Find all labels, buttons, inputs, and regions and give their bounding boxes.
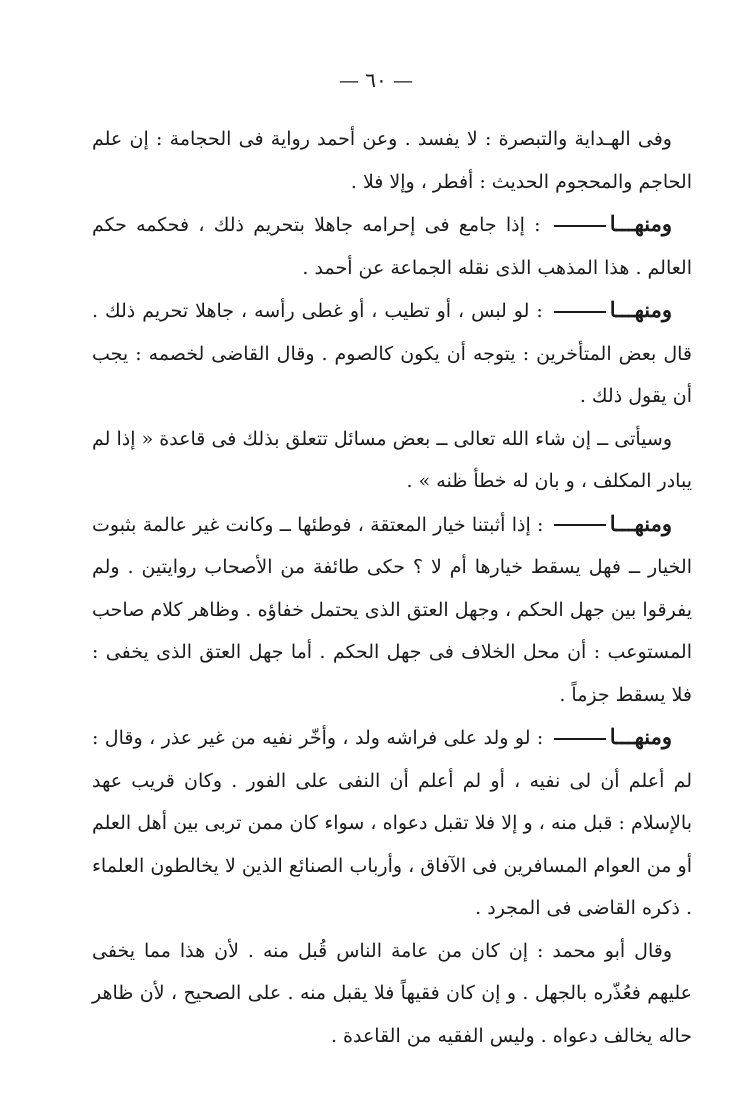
paragraph-6 <box>92 716 692 930</box>
paragraph-text: : لو لبس ، أو تطيب ، أو غطى رأسه ، جاهلا تحريم ذلك . قال بعض المتأخرين : يتوجه أن يكون كالصوم . وقال القاضى لخصمه : يجب أن يقول ذلك . <box>92 300 692 407</box>
paragraph-2 <box>92 203 692 289</box>
paragraph-text: : إذا جامع فى إحرامه جاهلا بتحريم ذلك ، فحكمه حكم العالم . هذا المذهب الذى نقله الجماعة عن أحمد . <box>92 214 692 279</box>
paragraph-7 <box>92 930 692 1058</box>
section-lead: ومنهـــا <box>550 511 672 536</box>
paragraph-4 <box>92 418 692 503</box>
paragraph-3 <box>92 289 692 418</box>
paragraph-text: : لو ولد على فراشه ولد ، وأخّر نفيه من غير عذر ، وقال : لم أعلم أن لى نفيه ، أو لم أعلم أن النفى على الفور . وكان قريب عهد بالإسلام : قبل منه ، و إلا فلا تقبل دعواه ، سواء كان ممن تربى بين أهل العلم أو من العوام المسافرين فى الآفاق ، وأرباب الصنائع الذين لا يخالطون العلماء . ذكره القاضى فى المجرد . <box>92 727 692 919</box>
paragraph-text: وقال أبو محمد : إن كان من عامة الناس قُبل منه . لأن هذا مما يخفى عليهم فعُذّره بالجهل . و إن كان فقيهاً فلا يقبل منه . على الصحيح ، لأن ظاهر حاله يخالف دعواه . وليس الفقيه من القاعدة . <box>92 939 692 1047</box>
paragraph-text: وسيأتى ــ إن شاء الله تعالى ــ بعض مسائل تتعلق بذلك فى قاعدة « إذا لم يبادر المكلف ، و بان له خطأ ظنه » . <box>92 427 692 492</box>
section-lead: ومنهـــا <box>550 724 672 749</box>
page-body <box>92 118 692 1057</box>
paragraph-text: : إذا أثبتنا خيار المعتقة ، فوطئها ــ وكانت غير عالمة بثبوت الخيار ــ فهل يسقط خيارها أم لا ؟ حكى طائفة من الأصحاب روايتين . ولم يفرقوا بين جهل الحكم ، وجهل العتق الذى يحتمل خفاؤه . وظاهر كلام صاحب المستوعب : أن محل الخلاف فى جهل الحكم . أما جهل العتق الذى يخفى : فلا يسقط جزماً . <box>92 513 692 706</box>
section-lead: ومنهـــا <box>550 297 672 322</box>
paragraph-1 <box>92 118 692 203</box>
paragraph-text: وفى الهـداية والتبصرة : لا يفسد . وعن أحمد رواية فى الحجامة : إن علم الحاجم والمحجوم الحديث : أفطر ، وإلا فلا . <box>92 128 692 193</box>
page-number: — ٦٠ — <box>338 68 414 92</box>
paragraph-5 <box>92 503 692 717</box>
section-lead: ومنهـــا <box>550 211 672 236</box>
